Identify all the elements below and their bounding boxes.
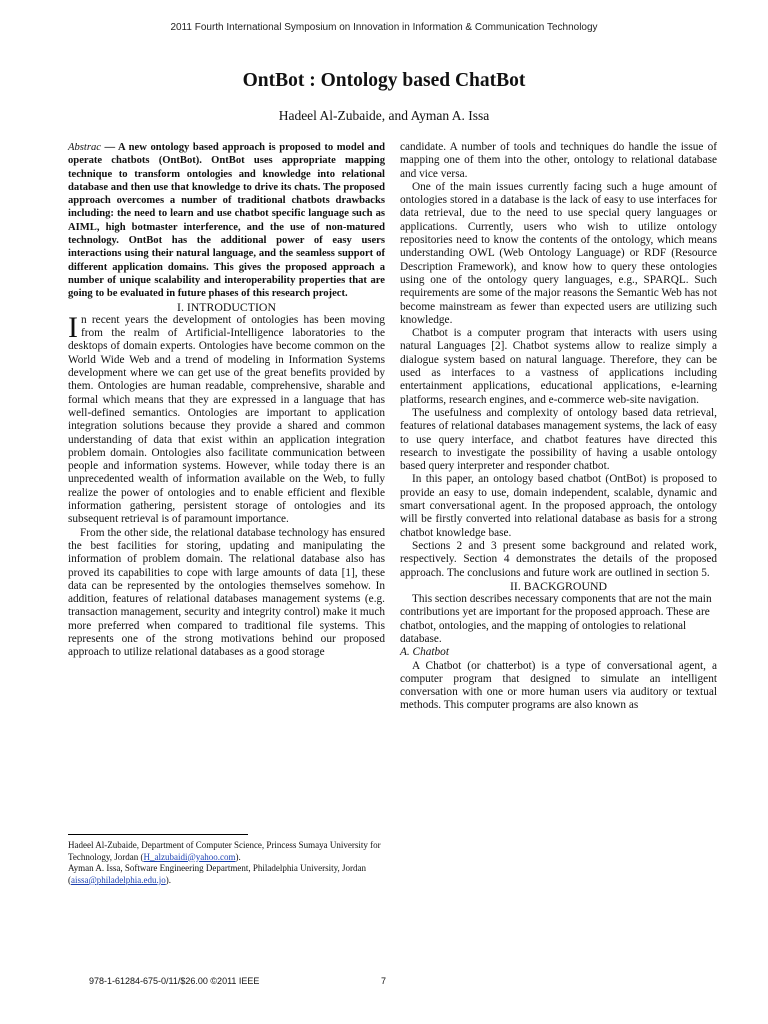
page-number: 7 (381, 976, 387, 986)
footnote-2-end: ). (165, 874, 172, 885)
section-heading-introduction: I. INTRODUCTION (177, 299, 276, 314)
footnote-1-end: ). (235, 851, 241, 862)
right-paragraph-3: The usefulness and complexity of ontology based data retrieval, features of relational databases management systems, the lack of easy to use query interface, and chatbot features have directed this research to investigate the possibility of having a usable ontology based query interpreter and responder chatbot. (400, 406, 717, 473)
right-paragraph-4: In this paper, an ontology based chatbot (OntBot) is proposed to provide an easy to use, domain independent, scalable, dynamic and smart conversational agent. In the proposed approach, the ontology will be firstly converted into relational database as basis for a strong chatbot knowledge base. (400, 473, 717, 539)
intro-paragraph-1 (68, 310, 385, 527)
abstract-text: — A new ontology based approach is proposed to model and operate chatbots (OntBot). OntBot uses appropriate mapping technique to transform ontologies and knowledge into relational database and then use that knowledge to drive its chats. The proposed approach overcomes a number of traditional chatbots drawbacks including: the need to learn and use chatbot specific language such as AIML, high botmaster interference, and the use of non-matured technology. OntBot has the additional power of easy users interactions using their natural language, and the seamless support of different application domains. This gives the proposed approach a number of unique scalability and interoperability properties that are going to be evaluated in future phases of this research project. (68, 142, 385, 300)
right-paragraph-5: Sections 2 and 3 present some background and related work, respectively. Section 4 demonstrates the details of the proposed approach. The conclusions and future work are outlined in section 5. (400, 539, 717, 579)
right-paragraph-continuation: candidate. A number of tools and techniques do handle the issue of mapping one of them into the other, ontology to relational database and vice versa. (400, 141, 717, 180)
copyright-notice: 978-1-61284-675-0/11/$26.00 ©2011 IEEE (89, 976, 260, 986)
footnote-rule (68, 834, 248, 835)
email-link-1[interactable]: H_alzubaidi@yahoo.com (143, 851, 236, 862)
footnote-2 (68, 863, 385, 886)
footnote-1-text: Hadeel Al-Zubaide, Department of Computer Science, Princess Sumaya University for Technology, Jordan ( (68, 840, 381, 862)
footnotes (68, 840, 385, 886)
background-paragraph-1: This section describes necessary components that are not the main contributions yet are important for the proposed approach. These are chatbot, ontologies, and the mapping of ontologies to relational database. (400, 593, 712, 645)
footnote-2-text: Ayman A. Issa, Software Engineering Department, Philadelphia University, Jordan ( (68, 863, 367, 885)
intro-paragraph-1-text: n recent years the development of ontologies has been moving from the realm of Artificial-Intelligence laboratories to the desktops of domain experts. Ontologies have become common on the World Wide Web and a trend of modeling in Information Systems development where we can get use of the great benefits provided by them. Ontologies are human readable, comprehensive, sharable and formal which means that they are expressed in a language that has well-defined semantics. Ontologies are important to application integration solutions because they provide a shared and common understanding of data that exist within an application integration problem domain. Ontologies also facilitate communication between people and information systems. However, while today there is an unprecedented wealth of information available on the Web, to fully realize the power of ontologies and to enable efficient and flexible information gathering, persistent storage of ontologies and its subsequent retrieval is of paramount importance. (68, 313, 385, 526)
abstract-label: Abstrac (68, 142, 101, 153)
abstract (68, 141, 385, 301)
chatbot-paragraph-1: A Chatbot (or chatterbot) is a type of conversational agent, a computer program that designed to simulate an intelligent conversation with one or more human users via auditory or textual methods. This computer programs are also known as (400, 659, 717, 712)
paper-authors: Hadeel Al-Zubaide, and Ayman A. Issa (278, 108, 490, 123)
email-link-2[interactable]: aissa@philadelphia.edu.jo (71, 874, 166, 885)
intro-paragraph-2: From the other side, the relational database technology has ensured the best facilities for storing, updating and manipulating the information of problem domain. The relational database also has proved its capabilities to cope with large amounts of data [1], these data can be represented by the ontologies themselves somehow. In addition, features of relational databases management systems (e.g. transaction management, security and integrity control) make it much more preferred when compared to traditional file systems. This represents one of the strong motivations behind our proposed approach to utilize relational databases as a good storage (68, 526, 385, 659)
subsection-heading-chatbot: A. Chatbot (400, 646, 449, 659)
right-paragraph-1: One of the main issues currently facing such a huge amount of ontologies stored in a database is the lack of easy to use interfaces for data retrieval, due to the need to use special query languages or applications. Currently, users who wish to utilize ontology repositories need to know the contents of the ontology, which means understanding OWL (Web Ontology Language) or RDF (Resource Description Framework), and know how to query these ontologies using one of the ontology query languages, e.g., SPARQL. Such requirements are some of the major reasons the Semantic Web has not become mainstream as fewer than expected users are utilizing such knowledge. (400, 180, 717, 326)
section-heading-background: II. BACKGROUND (510, 578, 607, 593)
conference-header: 2011 Fourth International Symposium on Innovation in Information & Communication Technology (170, 22, 598, 33)
right-column (400, 141, 717, 713)
right-paragraph-2: Chatbot is a computer program that interacts with users using natural Languages [2]. Chatbot systems allow to realize simply a dialogue system based on natural language. Therefore, they can be used as interfaces to a vastness of applications including entertainment applications, educational applications, e-learning platforms, research engines, and e-commerce web-site navigation. (400, 327, 717, 406)
drop-cap: I (68, 310, 78, 344)
paper-title: OntBot : Ontology based ChatBot (242, 70, 526, 91)
footnote-1 (68, 840, 385, 863)
left-column (68, 141, 385, 660)
